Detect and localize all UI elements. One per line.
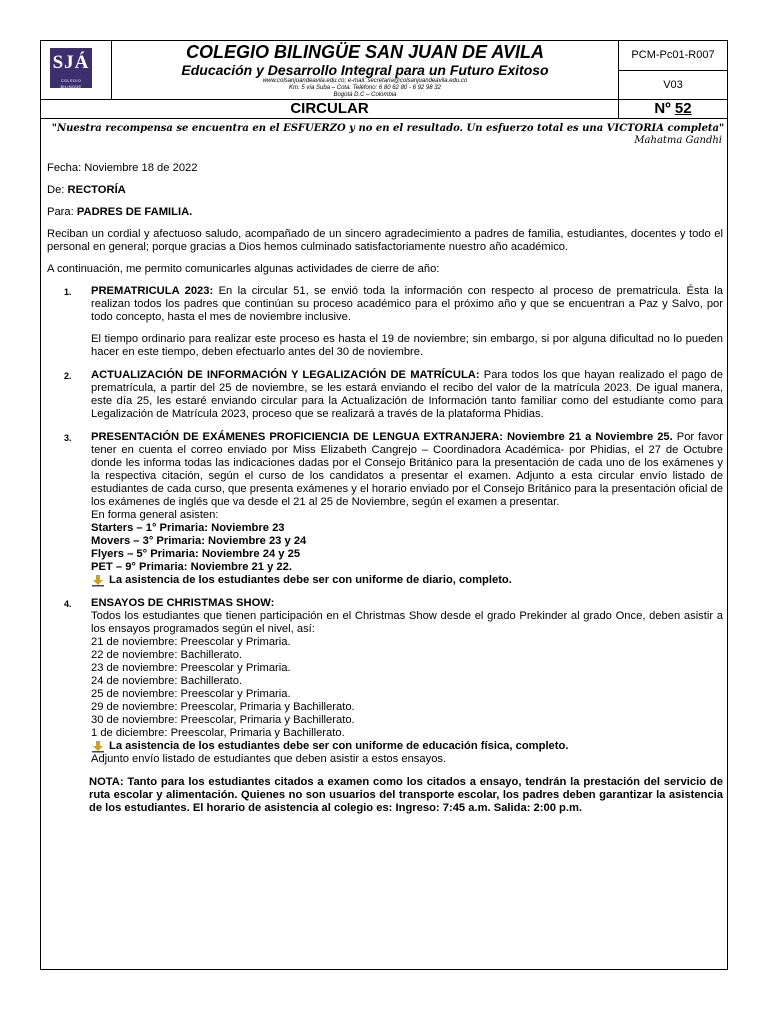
contact-line-3: Bogotá D.C – Colombia bbox=[333, 92, 397, 98]
exam-flyers: Flyers – 5° Primaria: Noviembre 24 y 25 bbox=[91, 548, 301, 560]
item-paragraph bbox=[91, 369, 723, 421]
letter-to bbox=[47, 206, 723, 219]
schedule-line: 23 de noviembre: Preescolar y Primaria. bbox=[91, 662, 291, 674]
item-examenes bbox=[47, 431, 723, 587]
item-title: PREMATRICULA 2023: bbox=[91, 285, 214, 297]
document-code: PCM-Pc01-R007 bbox=[619, 41, 727, 71]
uniform-note-text: La asistencia de los estudiantes debe ser con uniforme de diario, completo. bbox=[109, 574, 512, 586]
school-name: COLEGIO BILINGÜE SAN JUAN DE AVILA bbox=[185, 42, 545, 62]
schedule-line: 24 de noviembre: Bachillerato. bbox=[91, 675, 243, 687]
general-attendance-label: En forma general asisten: bbox=[91, 509, 219, 521]
item-text: Para todos los que hayan realizado el pago de prematrícula, a partir del 25 de noviembre, se les estará enviando el recibo del valor de la matrícula 2023. De igual manera, este día 25, les estaré enviando circular para la Actualización de Información tanto familiar como del estudiante como para Legalización de Matrícula 2023, proceso que se realizará a través de la plataforma Phidias. bbox=[91, 369, 723, 420]
item-number: 4. bbox=[64, 599, 72, 609]
item-number: 3. bbox=[64, 433, 72, 443]
intro-paragraph: A continuación, me permito comunicarles algunas actividades de cierre de año: bbox=[47, 263, 440, 275]
schedule-line: 30 de noviembre: Preescolar, Primaria y Bachillerato. bbox=[91, 714, 355, 726]
item-title: ENSAYOS DE CHRISTMAS SHOW: bbox=[91, 597, 275, 609]
exam-line bbox=[91, 535, 723, 548]
exam-line bbox=[91, 522, 723, 535]
exam-line bbox=[91, 561, 723, 574]
item-christmas-show bbox=[47, 597, 723, 766]
document-type: CIRCULAR bbox=[41, 100, 619, 119]
item-title: PRESENTACIÓN DE EXÁMENES PROFICIENCIA DE LENGUA EXTRANJERA: Noviembre 21 a Noviembre 25. bbox=[91, 431, 673, 443]
logo-caption: COLEGIO BILINGÜE bbox=[60, 78, 82, 89]
arrow-bullet-icon bbox=[91, 574, 105, 587]
circular-number bbox=[619, 100, 727, 119]
item-paragraph-2: El tiempo ordinario para realizar este proceso es hasta el 19 de noviembre; sin embargo, si por alguna dificultad no lo pueden hacer en este tiempo, deben efectuarlo antes del 30 de noviembre. bbox=[91, 333, 723, 358]
contact-line-2: Km. 5 vía Suba – Cota. Teléfono: 6 80 62 80 - 6 92 98 32 bbox=[289, 85, 441, 91]
item-paragraph bbox=[91, 285, 723, 324]
item-text: En la circular 51, se envió toda la información con respecto al proceso de prematricula. Ésta la realizan todos los padres que continúan su proceso académico para el próximo año y que se encuentran a Paz y Salvo, por todo concepto, hasta el mes de noviembre inclusive. bbox=[91, 285, 723, 323]
quote-block bbox=[51, 123, 725, 146]
uniform-note bbox=[91, 740, 723, 753]
uniform-note-text: La asistencia de los estudiantes debe ser con uniforme de educación física, completo. bbox=[109, 740, 569, 752]
contact-line-1: www.colsanjuandeavila.edu.co; e-mail: secretaria@colsanjuandeavila.edu.co bbox=[262, 78, 468, 84]
quote-text: "Nuestra recompensa se encuentra en el ESFUERZO y no en el resultado. Un esfuerzo total es una VICTORIA completa" bbox=[51, 123, 725, 134]
letter-body bbox=[47, 162, 723, 815]
schedule-line: 21 de noviembre: Preescolar y Primaria. bbox=[91, 636, 291, 648]
letter-from bbox=[47, 184, 723, 197]
number-label: Nº bbox=[654, 100, 671, 117]
from-label: De: bbox=[47, 184, 65, 196]
schedule-line: 1 de diciembre: Preescolar, Primaria y Bachillerato. bbox=[91, 727, 345, 739]
item-text: Todos los estudiantes que tienen participación en el Christmas Show desde el grado Prekinder al grado Once, deben asistir a los ensayos programados según el nivel, así: bbox=[91, 610, 723, 635]
item-paragraph bbox=[91, 431, 723, 509]
to-value: PADRES DE FAMILIA. bbox=[76, 206, 193, 218]
logo-monogram: SJÁ bbox=[52, 52, 90, 73]
circular-page bbox=[40, 40, 728, 970]
from-value: RECTORÍA bbox=[67, 184, 126, 196]
item-actualizacion bbox=[47, 369, 723, 421]
to-label: Para: bbox=[47, 206, 74, 218]
final-note: NOTA: Tanto para los estudiantes citados a examen como los citados a ensayo, tendrán la prestación del servicio de ruta escolar y alimentación. Quienes no son usuarios del transporte escolar, los padres deben garantizar la asistencia de los estudiantes. El horario de asistencia al colegio es: Ingreso: 7:45 a.m. Salida: 2:00 p.m. bbox=[89, 776, 723, 814]
document-header bbox=[41, 41, 727, 116]
logo-cell bbox=[41, 41, 112, 100]
item-number: 2. bbox=[64, 371, 72, 381]
schedule-line: 29 de noviembre: Preescolar, Primaria y Bachillerato. bbox=[91, 701, 355, 713]
closing-line: Adjunto envío listado de estudiantes que deben asistir a estos ensayos. bbox=[91, 753, 447, 765]
exam-line bbox=[91, 548, 723, 561]
schedule-line: 25 de noviembre: Preescolar y Primaria. bbox=[91, 688, 291, 700]
greeting-paragraph: Reciban un cordial y afectuoso saludo, acompañado de un sincero agradecimiento a padres de familia, estudiantes, docentes y todo el personal en general; porque gracias a Dios hemos culminado satisfactoriamente nuestro año académico. bbox=[47, 228, 723, 253]
school-logo bbox=[50, 48, 92, 88]
exam-movers: Movers – 3° Primaria: Noviembre 23 y 24 bbox=[91, 535, 307, 547]
item-text: Por favor tener en cuenta el correo enviado por Miss Elizabeth Cangrejo – Coordinadora Académica- por Phidias, el 27 de Octubre donde les informa todas las indicaciones dadas por el Consejo Británico para la presentación de cada uno de los exámenes y la respectiva citación, según el curso de los candidatos a presentar el examen. Adjunto a esta circular envío listado de estudiantes de cada curso, que presenta exámenes y el horario enviado por el Consejo Británico para la presentación oficial de los exámenes de inglés que va desde el 21 al 25 de Noviembre, según el examen a presentar. bbox=[91, 431, 723, 508]
letter-date: Fecha: Noviembre 18 de 2022 bbox=[47, 162, 198, 174]
uniform-note bbox=[91, 574, 723, 587]
exam-pet: PET – 9° Primaria: Noviembre 21 y 22. bbox=[91, 561, 292, 573]
item-prematricula bbox=[47, 285, 723, 359]
document-version: V03 bbox=[619, 71, 727, 100]
schedule-line: 22 de noviembre: Bachillerato. bbox=[91, 649, 243, 661]
exam-starters: Starters – 1° Primaria: Noviembre 23 bbox=[91, 522, 285, 534]
item-paragraph bbox=[91, 597, 723, 610]
school-motto: Educación y Desarrollo Integral para un Futuro Exitoso bbox=[181, 62, 549, 78]
item-number: 1. bbox=[64, 287, 72, 297]
arrow-bullet-icon bbox=[91, 740, 105, 753]
number-value: 52 bbox=[674, 100, 692, 117]
title-cell bbox=[112, 41, 619, 100]
item-title: ACTUALIZACIÓN DE INFORMACIÓN Y LEGALIZACIÓN DE MATRÍCULA: bbox=[91, 369, 480, 381]
quote-author: Mahatma Gandhi bbox=[634, 135, 722, 146]
